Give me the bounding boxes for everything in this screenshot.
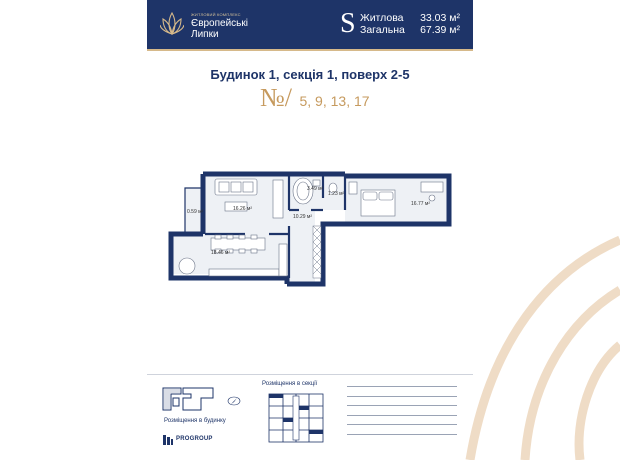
total-area-value: 67.39 м² (420, 24, 460, 36)
header-banner (147, 0, 473, 49)
apartment-list: 5, 9, 13, 17 (299, 93, 370, 109)
floor-plan (165, 168, 455, 288)
room-label-balcony: 0.59 м² (187, 209, 204, 215)
note-line (347, 424, 457, 425)
room-label-wc: 1.23 м² (328, 191, 345, 197)
brand-caption: ЖИТЛОВИЙ КОМПЛЕКС (191, 12, 241, 17)
building-location-label: Розміщення в будинку (164, 418, 226, 424)
section-location-label: Розміщення в секції (262, 381, 318, 387)
apartment-prefix: №/ (260, 83, 293, 112)
north-arrow-icon (226, 394, 242, 408)
total-area-label: Загальна (360, 24, 405, 36)
note-line (347, 396, 457, 397)
progroup-logo-icon (162, 434, 174, 446)
note-line (347, 434, 457, 435)
section-location-map (265, 390, 327, 446)
brand-name-line1: Європейські (191, 18, 248, 29)
brand-name-line2: Липки (191, 29, 219, 40)
page-title: Будинок 1, секція 1, поверх 2-5 (210, 67, 410, 82)
brand-name (191, 18, 248, 40)
room-label-bedroom: 16.77 м² (411, 201, 431, 207)
living-area-value: 33.03 м² (420, 12, 460, 24)
apartment-numbers (260, 83, 370, 113)
lotus-logo-icon (160, 8, 184, 40)
note-line (347, 415, 457, 416)
area-symbol: S (340, 8, 356, 39)
note-line (347, 405, 457, 406)
living-area-label: Житлова (360, 12, 404, 24)
notes-lines (347, 386, 457, 443)
note-line (347, 386, 457, 387)
room-label-living: 16.26 м² (233, 206, 253, 212)
footer-divider (147, 374, 473, 375)
decorative-arcs (430, 230, 620, 460)
header-divider (147, 49, 473, 51)
hall-wardrobe (313, 226, 321, 278)
progroup-logo-text: PROGROUP (176, 436, 213, 442)
room-label-bath: 3.49 м² (307, 186, 324, 192)
room-label-hall: 10.29 м² (293, 214, 313, 220)
building-location-map (161, 384, 215, 414)
room-label-kitchen: 18.46 м² (211, 250, 231, 256)
